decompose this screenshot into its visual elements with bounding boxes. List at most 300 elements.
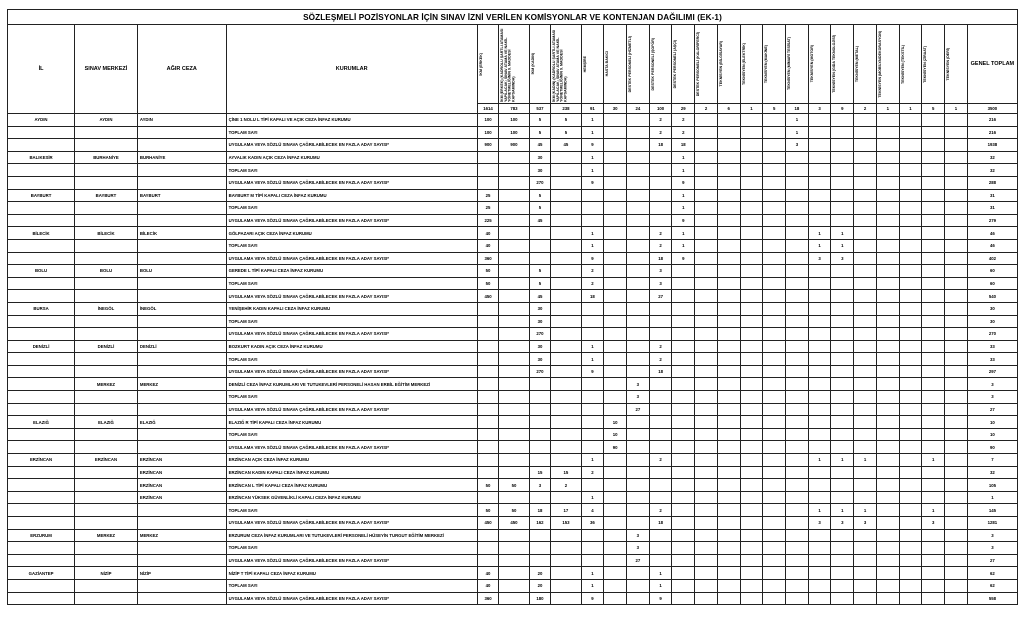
value-cell <box>854 554 877 567</box>
sm-cell: ELAZIĞ <box>75 416 138 429</box>
value-cell <box>649 176 672 189</box>
value-cell <box>808 277 831 290</box>
value-cell <box>831 579 854 592</box>
value-cell <box>876 353 899 366</box>
sm-cell: BİLECİK <box>75 227 138 240</box>
value-cell <box>763 428 786 441</box>
value-cell <box>808 365 831 378</box>
value-cell <box>581 428 604 441</box>
value-cell <box>477 441 499 454</box>
value-cell <box>854 529 877 542</box>
column-total: 2 <box>854 104 877 114</box>
agir-cell <box>137 239 226 252</box>
value-cell <box>551 454 581 467</box>
value-cell <box>786 567 809 580</box>
value-cell <box>831 151 854 164</box>
value-cell <box>831 542 854 555</box>
value-cell <box>529 416 551 429</box>
value-cell <box>581 542 604 555</box>
sm-cell <box>75 176 138 189</box>
value-cell <box>604 378 627 391</box>
value-cell <box>649 151 672 164</box>
value-cell <box>529 403 551 416</box>
value-cell <box>740 340 763 353</box>
value-cell <box>499 265 529 278</box>
column-header <box>763 25 786 104</box>
value-cell <box>499 378 529 391</box>
value-cell <box>831 302 854 315</box>
il-cell: GAZİANTEP <box>8 567 75 580</box>
value-cell: 3 <box>808 252 831 265</box>
table-row <box>8 592 1018 605</box>
value-cell <box>740 227 763 240</box>
column-total: 238 <box>551 104 581 114</box>
value-cell <box>581 479 604 492</box>
kurum-cell: TOPLAM SAYI <box>226 504 477 517</box>
value-cell <box>945 302 968 315</box>
value-cell <box>649 428 672 441</box>
value-cell <box>786 365 809 378</box>
value-cell: 30 <box>529 340 551 353</box>
value-cell <box>695 164 718 177</box>
value-cell <box>740 403 763 416</box>
kurum-cell: ERZİNCAN AÇIK CEZA İNFAZ KURUMU <box>226 454 477 467</box>
value-cell <box>551 328 581 341</box>
value-cell <box>876 529 899 542</box>
kurum-cell: UYGULAMA VEYA SÖZLÜ SINAVA ÇAĞRILABİLECEK EN FAZLA ADAY SAYISI* <box>226 328 477 341</box>
value-cell <box>808 554 831 567</box>
value-cell: 3 <box>627 529 650 542</box>
value-cell <box>945 365 968 378</box>
value-cell <box>740 454 763 467</box>
value-cell <box>695 139 718 152</box>
value-cell: 27 <box>649 290 672 303</box>
value-cell: 1 <box>786 114 809 127</box>
value-cell: 1 <box>672 164 695 177</box>
value-cell: 153 <box>551 517 581 530</box>
value-cell <box>876 403 899 416</box>
value-cell <box>499 214 529 227</box>
il-cell: AYDIN <box>8 114 75 127</box>
value-cell <box>899 126 922 139</box>
value-cell <box>717 428 740 441</box>
agir-cell <box>137 126 226 139</box>
value-cell <box>551 252 581 265</box>
value-cell <box>899 277 922 290</box>
column-header <box>695 25 718 104</box>
value-cell: 3 <box>649 277 672 290</box>
value-cell <box>808 378 831 391</box>
column-header <box>604 25 627 104</box>
value-cell: 1 <box>922 454 945 467</box>
value-cell <box>581 391 604 404</box>
column-total: 1 <box>945 104 968 114</box>
value-cell: 90 <box>604 441 627 454</box>
sm-cell <box>75 466 138 479</box>
sm-cell: AYDIN <box>75 114 138 127</box>
agir-cell <box>137 252 226 265</box>
value-cell <box>717 189 740 202</box>
value-cell: 30 <box>529 315 551 328</box>
value-cell <box>717 139 740 152</box>
value-cell <box>551 227 581 240</box>
value-cell <box>876 466 899 479</box>
value-cell <box>899 189 922 202</box>
value-cell: 1 <box>808 227 831 240</box>
value-cell <box>831 353 854 366</box>
value-cell <box>763 189 786 202</box>
value-cell <box>499 441 529 454</box>
column-header-label: TEKNİSYEN (MİMARİ TESİSAT) <box>787 37 792 91</box>
value-cell: 9 <box>672 252 695 265</box>
value-cell <box>763 164 786 177</box>
value-cell: 2 <box>649 227 672 240</box>
value-cell <box>831 391 854 404</box>
value-cell <box>581 529 604 542</box>
value-cell: 9 <box>581 365 604 378</box>
value-cell <box>740 151 763 164</box>
value-cell: 25 <box>477 189 499 202</box>
value-cell <box>786 479 809 492</box>
value-cell <box>808 416 831 429</box>
value-cell: 1 <box>808 239 831 252</box>
value-cell <box>627 340 650 353</box>
value-cell: 2 <box>672 126 695 139</box>
value-cell <box>604 227 627 240</box>
value-cell: 2 <box>649 340 672 353</box>
value-cell <box>831 114 854 127</box>
value-cell <box>854 542 877 555</box>
value-cell <box>551 491 581 504</box>
value-cell: 18 <box>649 252 672 265</box>
value-cell: 18 <box>649 517 672 530</box>
value-cell <box>763 315 786 328</box>
value-cell: 1 <box>786 126 809 139</box>
value-cell <box>604 277 627 290</box>
gt-cell: 540 <box>967 290 1017 303</box>
sm-cell: BURHANİYE <box>75 151 138 164</box>
value-cell <box>922 239 945 252</box>
value-cell: 50 <box>477 479 499 492</box>
il-cell <box>8 365 75 378</box>
value-cell <box>604 302 627 315</box>
table-row <box>8 139 1018 152</box>
value-cell <box>808 441 831 454</box>
value-cell <box>627 139 650 152</box>
value-cell <box>717 176 740 189</box>
value-cell <box>627 315 650 328</box>
agir-cell <box>137 554 226 567</box>
value-cell <box>763 504 786 517</box>
value-cell <box>477 302 499 315</box>
agir-cell <box>137 504 226 517</box>
value-cell: 1 <box>581 353 604 366</box>
kurum-cell: AYVALIK KADIN AÇIK CEZA İNFAZ KURUMU <box>226 151 477 164</box>
value-cell <box>763 139 786 152</box>
value-cell <box>945 114 968 127</box>
column-total: 2 <box>695 104 718 114</box>
il-cell <box>8 328 75 341</box>
sm-cell <box>75 428 138 441</box>
value-cell <box>672 454 695 467</box>
value-cell <box>695 441 718 454</box>
value-cell <box>581 441 604 454</box>
value-cell <box>551 403 581 416</box>
value-cell: 1 <box>831 239 854 252</box>
column-header-label: DESTEK PERSONELİ (AŞÇI) <box>673 39 678 89</box>
value-cell <box>854 315 877 328</box>
value-cell <box>604 592 627 605</box>
gt-cell: 60 <box>967 265 1017 278</box>
value-cell <box>831 164 854 177</box>
value-cell: 2 <box>649 454 672 467</box>
value-cell <box>717 315 740 328</box>
value-cell <box>529 239 551 252</box>
kurum-cell: ERZİNCAN KADIN KAPALI CEZA İNFAZ KURUMU <box>226 466 477 479</box>
column-header-label: İKM (ERKEK) <box>478 52 483 76</box>
value-cell <box>876 416 899 429</box>
value-cell <box>786 151 809 164</box>
value-cell <box>763 416 786 429</box>
agir-cell: ERZİNCAN <box>137 466 226 479</box>
value-cell <box>604 328 627 341</box>
sm-cell <box>75 126 138 139</box>
value-cell: 50 <box>477 504 499 517</box>
value-cell <box>672 441 695 454</box>
il-cell <box>8 491 75 504</box>
value-cell <box>499 315 529 328</box>
value-cell <box>922 290 945 303</box>
value-cell <box>763 202 786 215</box>
value-cell <box>945 416 968 429</box>
value-cell <box>786 176 809 189</box>
value-cell <box>627 454 650 467</box>
table-row <box>8 176 1018 189</box>
agir-cell <box>137 365 226 378</box>
value-cell <box>786 164 809 177</box>
value-cell <box>763 151 786 164</box>
value-cell: 30 <box>529 164 551 177</box>
gt-cell: 3 <box>967 529 1017 542</box>
value-cell <box>551 315 581 328</box>
value-cell: 3 <box>627 391 650 404</box>
value-cell <box>831 567 854 580</box>
value-cell <box>604 403 627 416</box>
gt-cell: 46 <box>967 227 1017 240</box>
value-cell: 30 <box>529 151 551 164</box>
value-cell <box>899 554 922 567</box>
value-cell <box>477 542 499 555</box>
value-cell <box>899 340 922 353</box>
value-cell <box>808 151 831 164</box>
value-cell <box>717 567 740 580</box>
value-cell: 3 <box>831 252 854 265</box>
value-cell <box>831 126 854 139</box>
value-cell: 27 <box>627 554 650 567</box>
kurum-cell: UYGULAMA VEYA SÖZLÜ SINAVA ÇAĞRILABİLECEK EN FAZLA ADAY SAYISI* <box>226 592 477 605</box>
value-cell <box>876 126 899 139</box>
value-cell <box>672 277 695 290</box>
value-cell <box>695 265 718 278</box>
il-cell <box>8 403 75 416</box>
value-cell <box>854 214 877 227</box>
value-cell <box>649 315 672 328</box>
value-cell <box>672 416 695 429</box>
value-cell <box>808 353 831 366</box>
value-cell <box>786 416 809 429</box>
table-row <box>8 529 1018 542</box>
quota-table <box>7 9 1018 605</box>
value-cell <box>831 176 854 189</box>
agir-cell: İNEGÖL <box>137 302 226 315</box>
agir-cell: ERZİNCAN <box>137 454 226 467</box>
value-cell <box>499 529 529 542</box>
table-row <box>8 239 1018 252</box>
value-cell <box>695 290 718 303</box>
il-cell <box>8 202 75 215</box>
sm-cell <box>75 517 138 530</box>
value-cell <box>922 302 945 315</box>
value-cell <box>604 265 627 278</box>
value-cell: 450 <box>499 517 529 530</box>
value-cell: 2 <box>649 126 672 139</box>
column-header-label: DESTEK PERSONELİ (KALORİFERCİ) <box>696 31 701 97</box>
value-cell <box>763 365 786 378</box>
value-cell <box>740 428 763 441</box>
agir-cell: BURHANİYE <box>137 151 226 164</box>
value-cell <box>899 542 922 555</box>
header-sinav-merkezi: SINAV MERKEZİ <box>75 25 138 114</box>
value-cell <box>604 579 627 592</box>
value-cell <box>945 592 968 605</box>
column-header <box>808 25 831 104</box>
value-cell <box>695 466 718 479</box>
value-cell: 1 <box>581 164 604 177</box>
value-cell <box>551 416 581 429</box>
value-cell <box>854 114 877 127</box>
value-cell <box>922 428 945 441</box>
value-cell: 1 <box>581 239 604 252</box>
column-total: 30 <box>604 104 627 114</box>
header-row <box>8 25 1018 104</box>
value-cell: 2 <box>672 114 695 127</box>
header-genel-toplam: GENEL TOPLAM <box>967 25 1017 104</box>
value-cell <box>717 114 740 127</box>
value-cell <box>604 114 627 127</box>
value-cell <box>876 277 899 290</box>
value-cell <box>649 378 672 391</box>
table-row <box>8 164 1018 177</box>
value-cell <box>695 176 718 189</box>
value-cell <box>627 252 650 265</box>
value-cell <box>876 164 899 177</box>
value-cell <box>786 542 809 555</box>
value-cell <box>808 265 831 278</box>
table-row <box>8 114 1018 127</box>
table-body <box>8 114 1018 605</box>
value-cell <box>649 542 672 555</box>
value-cell <box>604 139 627 152</box>
value-cell: 36 <box>581 517 604 530</box>
value-cell <box>740 529 763 542</box>
gt-cell: 3 <box>967 378 1017 391</box>
agir-cell: BAYBURT <box>137 189 226 202</box>
value-cell <box>627 428 650 441</box>
value-cell <box>604 315 627 328</box>
value-cell <box>604 151 627 164</box>
value-cell <box>945 252 968 265</box>
value-cell <box>672 302 695 315</box>
document-page <box>7 9 1018 623</box>
value-cell <box>740 290 763 303</box>
value-cell <box>477 391 499 404</box>
sm-cell <box>75 579 138 592</box>
value-cell <box>831 290 854 303</box>
value-cell <box>922 466 945 479</box>
value-cell <box>740 252 763 265</box>
value-cell <box>740 378 763 391</box>
column-header <box>529 25 551 104</box>
table-row <box>8 428 1018 441</box>
il-cell <box>8 479 75 492</box>
value-cell <box>786 579 809 592</box>
kurum-cell: BAYBURT M TİPİ KAPALI CEZA İNFAZ KURUMU <box>226 189 477 202</box>
value-cell <box>854 139 877 152</box>
gt-cell: 46 <box>967 239 1017 252</box>
value-cell: 270 <box>529 176 551 189</box>
value-cell <box>551 428 581 441</box>
value-cell <box>854 328 877 341</box>
il-cell <box>8 290 75 303</box>
value-cell <box>945 227 968 240</box>
value-cell: 9 <box>581 592 604 605</box>
value-cell <box>717 328 740 341</box>
gt-cell: 402 <box>967 252 1017 265</box>
value-cell <box>649 441 672 454</box>
value-cell <box>740 466 763 479</box>
value-cell <box>499 491 529 504</box>
value-cell: 2 <box>649 504 672 517</box>
value-cell <box>477 365 499 378</box>
column-total: 3 <box>808 104 831 114</box>
agir-cell <box>137 328 226 341</box>
value-cell <box>831 365 854 378</box>
value-cell <box>854 176 877 189</box>
value-cell <box>717 504 740 517</box>
value-cell <box>945 328 968 341</box>
header-il: İL <box>8 25 75 114</box>
sm-cell <box>75 353 138 366</box>
value-cell <box>786 517 809 530</box>
value-cell <box>876 176 899 189</box>
gt-cell: 33 <box>967 340 1017 353</box>
value-cell: 40 <box>477 227 499 240</box>
value-cell <box>945 441 968 454</box>
value-cell <box>922 391 945 404</box>
kurum-cell: ÇİNE 1 NOLU L TİPİ KAPALI VE AÇIK CEZA İNFAZ KURUMU <box>226 114 477 127</box>
value-cell <box>604 126 627 139</box>
value-cell <box>695 391 718 404</box>
value-cell <box>786 277 809 290</box>
value-cell <box>581 328 604 341</box>
value-cell <box>763 592 786 605</box>
value-cell <box>717 403 740 416</box>
value-cell <box>477 315 499 328</box>
kurum-cell: TOPLAM SAYI <box>226 353 477 366</box>
value-cell <box>899 466 922 479</box>
value-cell: 1 <box>854 454 877 467</box>
value-cell <box>740 302 763 315</box>
